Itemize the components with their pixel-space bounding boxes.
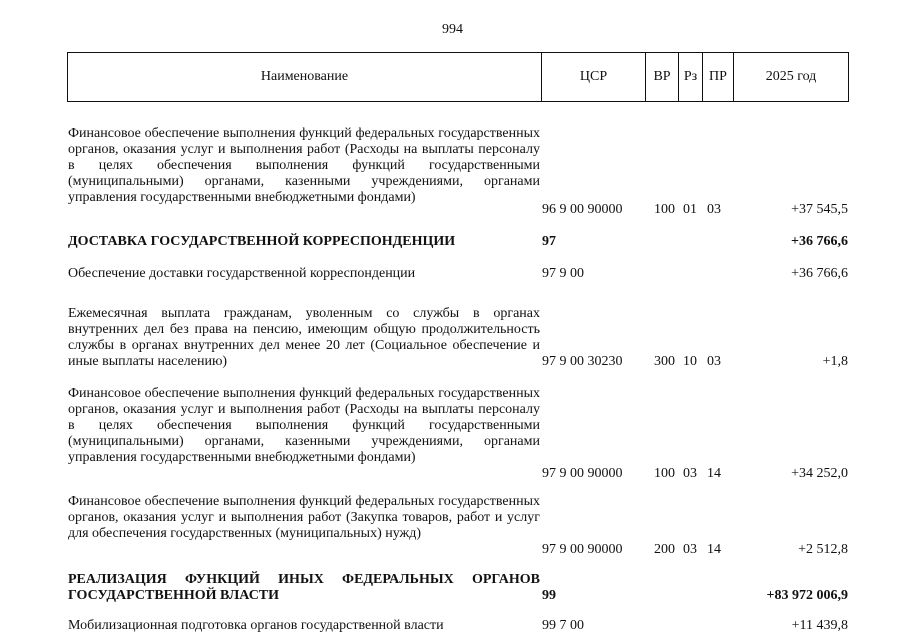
table-row <box>0 614 905 634</box>
row-rz: 01 <box>683 202 697 217</box>
row-pr: 03 <box>707 202 721 217</box>
row-name: РЕАЛИЗАЦИЯ ФУНКЦИЙ ИНЫХ ФЕДЕРАЛЬНЫХ ОРГАНОВ ГОСУДАРСТВЕННОЙ ВЛАСТИ <box>68 572 540 603</box>
header-csr: ЦСР <box>542 53 646 101</box>
row-amount: +37 545,5 <box>791 202 848 217</box>
row-vr: 300 <box>654 354 675 369</box>
row-name: Финансовое обеспечение выполнения функций федеральных государственных органов, оказания услуг и выполнения работ (Расходы на выплаты персоналу в целях обеспечения выполнения функций государственными (муниципальными) органами, казенными учреждениями, органами управления государственными внебюджетными фондами) <box>68 386 540 465</box>
table-row <box>0 566 905 604</box>
row-name: Обеспечение доставки государственной корреспонденции <box>68 266 416 281</box>
row-name: ДОСТАВКА ГОСУДАРСТВЕННОЙ КОРРЕСПОНДЕНЦИИ <box>68 234 456 249</box>
page-number: 994 <box>442 22 463 37</box>
row-csr: 97 9 00 90000 <box>542 542 623 557</box>
row-amount: +1,8 <box>822 354 848 369</box>
header-vr: ВР <box>646 53 679 101</box>
header-year: 2025 год <box>765 69 817 84</box>
table-row <box>0 260 905 282</box>
row-vr: 200 <box>654 542 675 557</box>
row-amount: +36 766,6 <box>791 234 848 249</box>
row-pr: 14 <box>707 542 721 557</box>
row-csr: 97 <box>542 234 556 249</box>
table-row <box>0 126 905 218</box>
row-amount: +34 252,0 <box>791 466 848 481</box>
header-rz: Рз <box>679 53 703 101</box>
header-name: Наименование <box>68 53 542 101</box>
row-rz: 10 <box>683 354 697 369</box>
row-name: Ежемесячная выплата гражданам, уволенным со службы в органах внутренних дел без права на пенсию, имеющим общую продолжительность службы в органах внутренних дел менее 20 лет (Социальное обеспечение и иные выплаты населению) <box>68 306 540 369</box>
row-csr: 97 9 00 <box>542 266 584 281</box>
row-vr: 100 <box>654 466 675 481</box>
table-row <box>0 228 905 250</box>
row-amount: +2 512,8 <box>798 542 848 557</box>
row-csr: 97 9 00 30230 <box>542 354 623 369</box>
row-name: Мобилизационная подготовка органов государственной власти <box>68 618 444 633</box>
table-row <box>0 298 905 370</box>
row-rz: 03 <box>683 542 697 557</box>
row-pr: 14 <box>707 466 721 481</box>
row-csr: 99 7 00 <box>542 618 584 633</box>
row-name: Финансовое обеспечение выполнения функций федеральных государственных органов, оказания услуг и выполнения работ (Закупка товаров, работ и услуг для обеспечения государственных (муниципальных) нужд) <box>68 494 540 541</box>
row-amount: +11 439,8 <box>791 618 848 633</box>
row-amount: +83 972 006,9 <box>766 588 848 603</box>
row-csr: 99 <box>542 588 556 603</box>
table-row <box>0 488 905 558</box>
row-pr: 03 <box>707 354 721 369</box>
row-amount: +36 766,6 <box>791 266 848 281</box>
row-name: Финансовое обеспечение выполнения функций федеральных государственных органов, оказания услуг и выполнения работ (Расходы на выплаты персоналу в целях обеспечения выполнения функций государственными (муниципальными) органами, казенными учреждениями, органами управления государственными внебюджетными фондами) <box>68 126 540 205</box>
row-rz: 03 <box>683 466 697 481</box>
header-pr: ПР <box>703 53 734 101</box>
table-body <box>0 104 905 633</box>
table-header <box>67 52 849 102</box>
row-csr: 96 9 00 90000 <box>542 202 623 217</box>
row-csr: 97 9 00 90000 <box>542 466 623 481</box>
row-vr: 100 <box>654 202 675 217</box>
table-row <box>0 378 905 482</box>
